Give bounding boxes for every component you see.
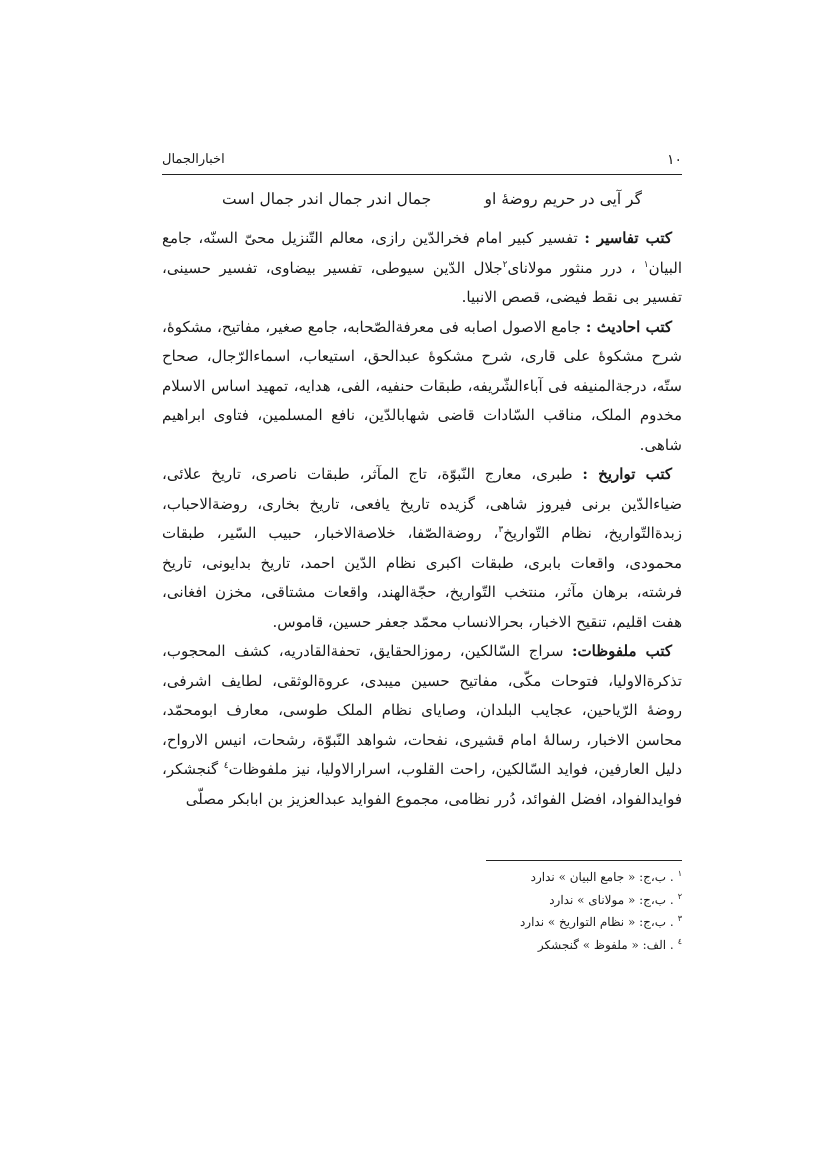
section-heading: کتب ملفوظات: [572,642,672,660]
paragraph-text: طبری، معارج النّبوّة، تاج المآثر، طبقات ناصری، تاریخ علائی، ضیاءالدّین برنی فیروز شاهی، گزیده تاریخ یافعی، تاریخ بخاری، روضةالاحباب، زبدةالتّواریخ، نظام التّواریخ [162,465,682,542]
footnote-text: . ب،ج: « جامع البیان » ندارد [530,870,674,884]
footnote-ref: ٤ [223,761,229,771]
footnote-number: ۲ [677,891,682,901]
running-title: اخبارالجمال [162,152,225,167]
paragraph-text: سراج السّالکین، رموزالحقایق، تحفةالقادریه، کشف المحجوب، تذکرةالاولیا، فتوحات مکّی، مفاتیح حسین میبدی، عروةالوثقی، لطایف اشرفی، روضۀ الرّیاحین، عجایب البلدان، وصایای نظام الملک طوسی، معارف ابومحمّد، محاسن الاخبار، رسالۀ امام قشیری، نفحات، شواهد النّبوّة، رشحات، انیس الارواح، دلیل العارفین، فواید السّالکین، راحت القلوب، اسرارالاولیا، نیز ملفوظات [162,642,682,778]
page-number: ۱۰ [666,152,682,168]
footnote-text: . ب،ج: « نظام التواریخ » ندارد [519,915,674,929]
footnote-ref: ۳ [498,525,504,535]
paragraph-text: ، روضةالصّفا، خلاصةالاخبار، حبیب السّیر، طبقات محمودی، واقعات بابری، طبقات اکبری نظام الدّین احمد، تاریخ بدایونی، تاریخ فرشته، برهان مآثر، منتخب التّواریخ، حجّةالهند، واقعات مشتاقی، مخزن افغانی، هفت اقلیم، تنقیح الاخبار، بحرالانساب محمّد جعفر حسین، قاموس. [162,524,682,631]
footnote-ref: ۲ [502,259,508,270]
body-text [162,224,682,814]
verse-hemistich-1: گر آیی در حریم روضۀ او [484,190,642,208]
footnote-number: ۳ [677,914,682,923]
poem-verse [162,188,682,216]
paragraph-malfuzat [162,637,682,814]
section-heading: کتب احادیث : [585,317,672,336]
page-header [162,150,682,172]
footnote [430,934,682,957]
paragraph-text: گنجشکر، فوایدالفواد، افضل الفوائد، دُرر نظامی، مجموع الفواید عبدالعزیز بن ابابکر مصلّی [162,760,682,808]
footnote [430,889,682,912]
paragraph-ahadith [162,313,682,461]
paragraph-tafasir [162,224,682,313]
footnote [430,911,682,934]
section-heading: کتب تفاسیر : [584,229,672,247]
paragraph-tawarikh [162,460,682,637]
paragraph-text: تفسیر کبیر امام فخرالدّین رازی، معالم التّنزیل محیّ السنّه، جامع البیان [162,229,682,277]
footnote-text: . الف: « ملفوظ » گنجشکر [537,937,674,952]
paragraph-text: جامع الاصول اصابه فی معرفةالصّحابه، جامع صغیر، مفاتیح، مشکوۀ، شرح مشکوۀ علی قاری، شرح مشکوۀ عبدالحق، استیعاب، اسماءالرّجال، صحاح ستّه، درجةالمنیفه فی آباءالشّریفه، طبقات حنفیه، الفی، هدایه، تمهید اساس الاسلام مخدوم الملک، مناقب السّادات قاضی شهابالدّین، نافع المسلمین، فتاوی ابراهیم شاهی. [162,317,683,454]
footnotes [430,866,682,956]
footnote [430,866,682,889]
verse-hemistich-2: جمال اندر جمال اندر جمال است [222,190,432,208]
footnote-number: ٤ [677,936,682,946]
section-heading: کتب تواریخ : [582,465,672,483]
paragraph-text: جلال الدّین سیوطی، تفسیر بیضاوی، تفسیر حسینی، تفسیر بی نقط فیضی، قصص الانبیا. [162,258,682,306]
footnote-text: . ب،ج: « مولانای » ندارد [549,892,674,907]
footnote-ref: ۱ [643,259,649,270]
paragraph-text: ، درر منثور مولانای [507,258,644,277]
footnote-divider [486,860,682,861]
footnote-number: ۱ [677,869,682,878]
header-divider [162,174,682,175]
